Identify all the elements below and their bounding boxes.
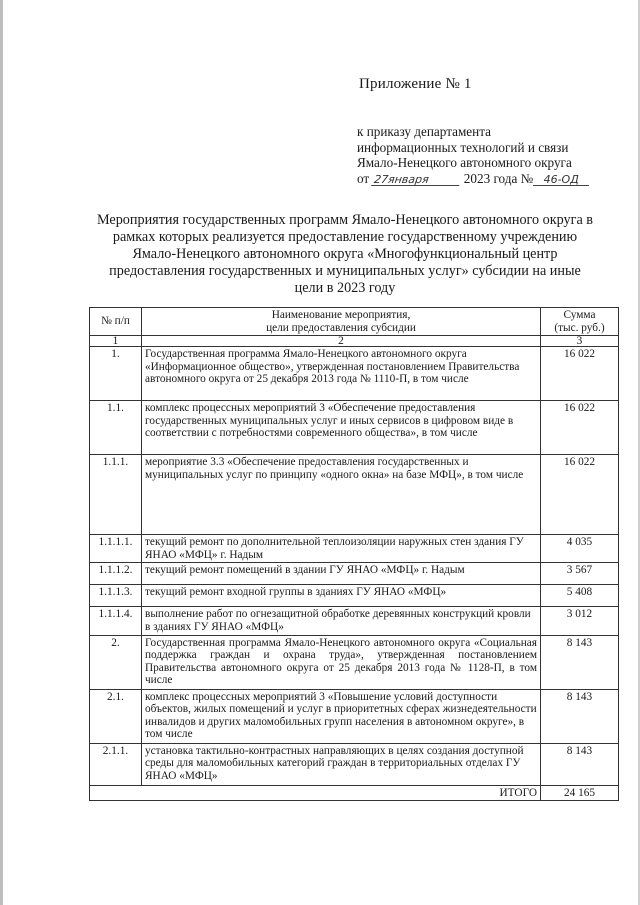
table-row xyxy=(90,563,619,585)
header-name xyxy=(142,308,541,336)
row-num: 1.1.1.4. xyxy=(90,607,142,635)
header-name-line-1: Наименование мероприятия, xyxy=(271,309,411,321)
row-sum: 5 408 xyxy=(541,585,619,607)
table-header-row xyxy=(90,308,619,336)
document-title: Мероприятия государственных программ Ямало-Ненецкого автономного округа в рамках которых реализуется предоставление государственному учреждению Ямало-Ненецкого автономного округа «Многофункциональный центр предоставления государственных и муниципальных услуг» субсидии на иные цели в 2023 году xyxy=(96,212,594,296)
row-name: мероприятие 3.3 «Обеспечение предоставления государственных и муниципальных услуг по принципу «одного окна» на базе МФЦ», в том числе xyxy=(142,455,541,535)
row-name: Государственная программа Ямало-Ненецкого автономного округа «Информационное общество», утвержденная постановлением Правительства автономного округа от 25 декабря 2013 года № 1110-П, в том числе xyxy=(142,347,541,401)
row-sum: 8 143 xyxy=(541,635,619,689)
header-sum-line-2: (тыс. руб.) xyxy=(554,321,605,334)
total-label: ИТОГО xyxy=(90,785,541,801)
table-row xyxy=(90,635,619,689)
row-sum: 16 022 xyxy=(541,347,619,401)
row-name: установка тактильно-контрастных направляющих в целях создания доступной среды для маломобильных категорий граждан в территориальных отделах ГУ ЯНАО «МФЦ» xyxy=(142,743,541,785)
scan-edge-left xyxy=(0,0,3,905)
total-sum: 24 165 xyxy=(541,785,619,801)
row-num: 1.1.1.2. xyxy=(90,563,142,585)
row-sum: 8 143 xyxy=(541,689,619,743)
table-row xyxy=(90,743,619,785)
table-row xyxy=(90,585,619,607)
handwritten-order-number: 46-ОД xyxy=(533,174,589,186)
table-row xyxy=(90,455,619,535)
order-line-3: Ямало-Ненецкого автономного округа xyxy=(357,155,572,170)
row-name: текущий ремонт по дополнительной теплоизоляции наружных стен здания ГУ ЯНАО «МФЦ» г. Надым xyxy=(142,535,541,563)
header-name-line-2: цели предоставления субсидии xyxy=(266,321,416,334)
date-prefix: от xyxy=(357,170,370,186)
row-num: 2.1. xyxy=(90,689,142,743)
table-row xyxy=(90,607,619,635)
header-sum-line-1: Сумма xyxy=(563,309,596,321)
row-num: 1.1. xyxy=(90,401,142,455)
header-num: № п/п xyxy=(90,308,142,336)
row-name: комплекс процессных мероприятий 3 «Обеспечение предоставления государственных муниципальных услуг и иных сервисов в цифровом виде в соответствии с потребностями современного общества», в том числе xyxy=(142,401,541,455)
row-name: Государственная программа Ямало-Ненецкого автономного округа «Социальная поддержка граждан и охрана труда», утвержденная постановлением Правительства автономного округа от 25 декабря 2013 года № 1128-П, в том числе xyxy=(142,635,541,689)
index-cell: 2 xyxy=(142,336,541,347)
order-line-2: информационных технологий и связи xyxy=(357,139,569,155)
row-name: текущий ремонт входной группы в зданиях ГУ ЯНАО «МФЦ» xyxy=(142,585,541,607)
total-row xyxy=(90,785,619,801)
index-cell: 1 xyxy=(90,336,142,347)
row-name: выполнение работ по огнезащитной обработке деревянных конструкций кровли в зданиях ГУ ЯНАО «МФЦ» xyxy=(142,607,541,635)
index-cell: 3 xyxy=(541,336,619,347)
row-sum: 8 143 xyxy=(541,743,619,785)
table-row xyxy=(90,401,619,455)
order-reference xyxy=(357,124,617,186)
row-num: 2.1.1. xyxy=(90,743,142,785)
row-num: 2. xyxy=(90,635,142,689)
order-date-line xyxy=(357,171,617,187)
handwritten-date: 27января xyxy=(372,174,462,186)
row-sum: 3 012 xyxy=(541,607,619,635)
table-row xyxy=(90,347,619,401)
year-text: 2023 года № xyxy=(463,170,534,186)
row-num: 1. xyxy=(90,347,142,401)
row-sum: 4 035 xyxy=(541,535,619,563)
row-sum: 3 567 xyxy=(541,563,619,585)
row-num: 1.1.1.1. xyxy=(90,535,142,563)
appendix-heading: Приложение № 1 xyxy=(359,76,472,92)
table-row xyxy=(90,689,619,743)
row-num: 1.1.1.3. xyxy=(90,585,142,607)
row-sum: 16 022 xyxy=(541,401,619,455)
row-num: 1.1.1. xyxy=(90,455,142,535)
table-row xyxy=(90,535,619,563)
row-sum: 16 022 xyxy=(541,455,619,535)
header-sum xyxy=(541,308,619,336)
table-index-row xyxy=(90,336,619,347)
row-name: текущий ремонт помещений в здании ГУ ЯНАО «МФЦ» г. Надым xyxy=(142,563,541,585)
subsidy-table xyxy=(89,307,619,801)
row-name: комплекс процессных мероприятий 3 «Повышение условий доступности объектов, жилых помещений и услуг в приоритетных сферах жизнедеятельности инвалидов и других маломобильных групп населения в автономном округе», в том числе xyxy=(142,689,541,743)
order-line-1: к приказу департамента xyxy=(357,124,491,139)
